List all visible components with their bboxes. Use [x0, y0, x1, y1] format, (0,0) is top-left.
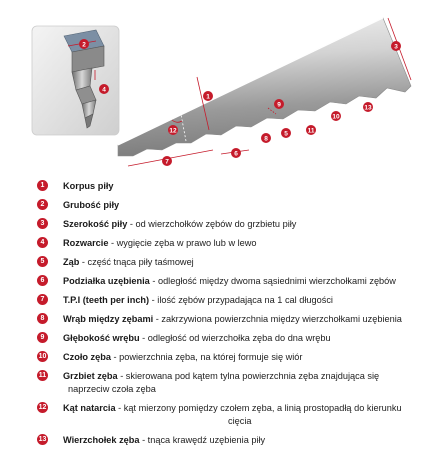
legend-text	[63, 275, 435, 288]
legend-text	[63, 351, 435, 364]
legend-description: - tnąca krawędź uzębienia piły	[139, 435, 266, 445]
svg-text:8: 8	[264, 135, 268, 143]
legend-text	[63, 199, 435, 212]
legend-term: Rozwarcie	[63, 238, 109, 248]
legend-term: Grzbiet zęba	[63, 371, 118, 381]
legend-term: Ząb	[63, 257, 80, 267]
legend-text	[63, 256, 435, 269]
legend-term: Korpus piły	[63, 181, 114, 191]
callout-marker	[306, 125, 316, 135]
svg-text:9: 9	[277, 101, 281, 109]
callout-marker	[79, 39, 89, 49]
svg-text:5: 5	[284, 130, 288, 138]
svg-text:10: 10	[332, 113, 340, 121]
callout-marker	[363, 102, 373, 112]
svg-text:7: 7	[165, 158, 169, 166]
legend-text	[63, 332, 435, 345]
svg-text:13: 13	[364, 104, 372, 112]
legend-description: - od wierzchołków zębów do grzbietu piły	[127, 219, 297, 229]
legend-number-badge: 13	[38, 436, 47, 443]
legend-description-continued: cięcia	[228, 416, 252, 426]
legend-description: - część tnąca piły taśmowej	[79, 257, 194, 267]
legend-number-badge: 5	[37, 256, 48, 267]
legend-term: Wrąb między zębami	[63, 314, 154, 324]
legend-term: Kąt natarcia	[63, 403, 116, 413]
legend-description: - kąt mierzony pomiędzy czołem zęba, a linią prostopadłą do kierunku	[115, 403, 402, 413]
legend-text	[63, 434, 435, 447]
saw-blade-illustration	[0, 0, 443, 175]
legend-text	[63, 370, 435, 383]
legend-text	[63, 218, 435, 231]
svg-text:4: 4	[102, 86, 106, 94]
svg-text:1: 1	[206, 93, 210, 101]
legend-number-badge: 8	[37, 313, 48, 324]
svg-text:11: 11	[307, 127, 315, 135]
svg-text:6: 6	[234, 150, 238, 158]
callout-marker	[391, 41, 401, 51]
callout-marker	[331, 111, 341, 121]
legend-number-badge: 2	[37, 199, 48, 210]
callout-marker	[274, 99, 284, 109]
legend-text	[63, 402, 435, 415]
legend-term: Czoło zęba	[63, 352, 111, 362]
legend-term: Grubość piły	[63, 200, 120, 210]
legend-description: - wygięcie zęba w prawo lub w lewo	[108, 238, 257, 248]
legend-description: - ilość zębów przypadająca na 1 cal długości	[149, 295, 333, 305]
legend-description-continued: naprzeciw czoła zęba	[68, 384, 156, 394]
legend-description: - powierzchnia zęba, na której formuje się wiór	[110, 352, 303, 362]
legend-number-badge: 10	[38, 353, 47, 360]
legend-text	[63, 294, 435, 307]
legend-number-badge: 6	[37, 275, 48, 286]
callout-marker	[231, 148, 241, 158]
legend-number-badge: 3	[37, 218, 48, 229]
legend-text	[63, 313, 435, 326]
legend-description: - odległość od wierzchołka zęba do dna wrębu	[139, 333, 331, 343]
legend-description: - odległość między dwoma sąsiednimi wierzchołkami zębów	[149, 276, 396, 286]
callout-marker	[203, 91, 213, 101]
legend-term: Szerokość piły	[63, 219, 128, 229]
legend-number-badge: 9	[37, 332, 48, 343]
legend-term: Głębokość wrębu	[63, 333, 140, 343]
callout-marker	[162, 156, 172, 166]
legend-text	[63, 237, 435, 250]
legend-text	[63, 180, 435, 193]
legend-number-badge: 7	[37, 294, 48, 305]
callout-marker	[261, 133, 271, 143]
callout-marker	[281, 128, 291, 138]
legend-term: Podziałka uzębienia	[63, 276, 150, 286]
callout-marker	[99, 84, 109, 94]
legend-number-badge: 1	[37, 180, 48, 191]
svg-text:2: 2	[82, 41, 86, 49]
callout-marker	[168, 125, 178, 135]
svg-text:12: 12	[169, 127, 177, 135]
legend-number-badge: 4	[37, 237, 48, 248]
legend-description: - skierowana pod kątem tylna powierzchnia zęba znajdująca się	[117, 371, 380, 381]
svg-text:3: 3	[394, 43, 398, 51]
legend-term: T.P.I (teeth per inch)	[63, 295, 150, 305]
legend-number-badge: 11	[38, 372, 47, 379]
legend-term: Wierzchołek zęba	[63, 435, 140, 445]
legend-number-badge: 12	[38, 404, 47, 411]
legend-description: - zakrzywiona powierzchnia między wierzchołkami uzębienia	[153, 314, 402, 324]
